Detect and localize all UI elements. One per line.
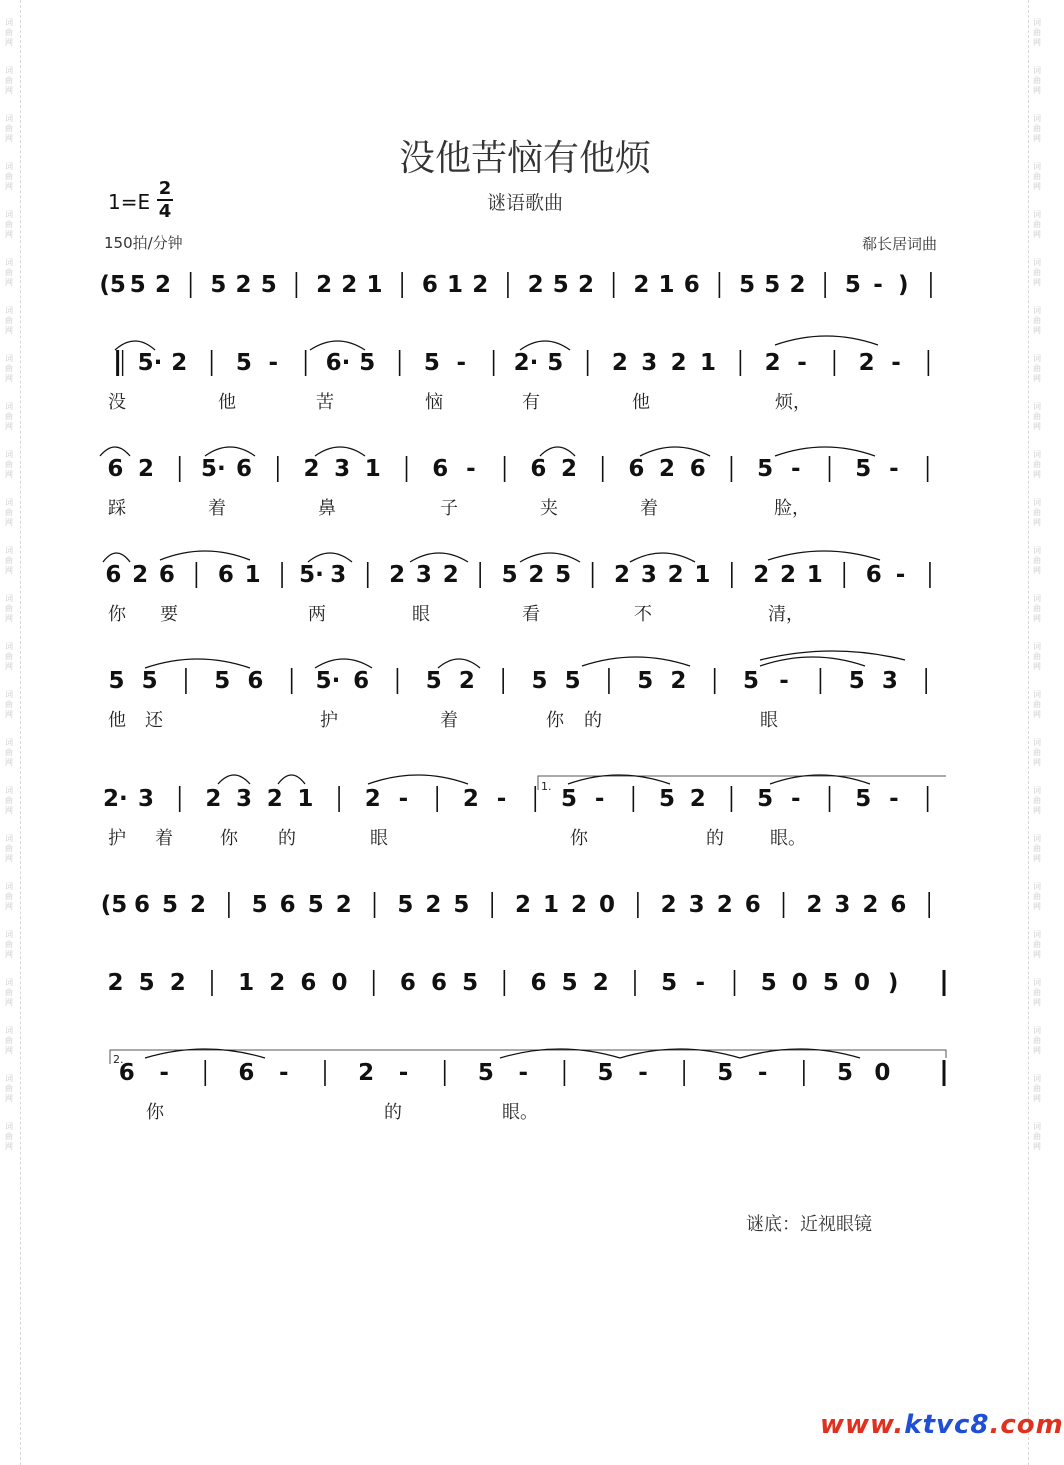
note: 2 (335, 892, 352, 918)
lyric: 两 (308, 604, 326, 625)
note: 6 (238, 1060, 255, 1086)
note: 6 (890, 892, 907, 918)
note: 2 (670, 668, 687, 694)
note: 2 (571, 892, 588, 918)
note: 5 (235, 350, 252, 376)
watermark-part-2: ktvc8 (904, 1410, 990, 1440)
note: 5 (659, 786, 676, 812)
note: 5 (307, 892, 324, 918)
note: 6 (432, 456, 449, 482)
note: 6 (865, 562, 882, 588)
note: 2 (190, 892, 207, 918)
note: 2 (716, 892, 733, 918)
note: 2 (670, 350, 687, 376)
note: 6 (421, 272, 438, 298)
note: 6 (683, 272, 700, 298)
slur-arc (775, 447, 875, 456)
note: 2 (592, 970, 609, 996)
note: 2 (303, 456, 320, 482)
lyric: 护 (320, 710, 338, 731)
note: 6 (689, 456, 706, 482)
lyric: 眼 (412, 604, 430, 625)
note: 6 (530, 456, 547, 482)
note: 1 (543, 892, 560, 918)
note: 5· (299, 562, 324, 588)
note: 1 (238, 970, 255, 996)
note: 3 (137, 786, 154, 812)
note: 5 (397, 892, 414, 918)
note: ) (887, 970, 899, 996)
note: 5 (822, 970, 839, 996)
key-signature: 1=E (108, 190, 151, 214)
lyric: 的 (384, 1102, 402, 1123)
note: 2 (458, 668, 475, 694)
slur-arc (310, 341, 365, 350)
lyric: 子 (440, 498, 458, 519)
note: 5 (547, 350, 564, 376)
note: 5· (315, 668, 341, 694)
note: 5 (138, 970, 155, 996)
lyric: 鼻 (318, 498, 336, 519)
note: 5 (462, 970, 479, 996)
lyric: 脸， (774, 498, 810, 519)
note: - (159, 1060, 169, 1086)
note: 2 (462, 786, 479, 812)
note: - (791, 456, 801, 482)
note: 5· (201, 456, 226, 482)
song-title: 没他苦恼有他烦 (398, 138, 651, 179)
note: 5 (739, 272, 756, 298)
note: 1 (364, 456, 381, 482)
time-signature-top: 2 (158, 178, 172, 199)
note: 5 (552, 272, 569, 298)
slur-arc (315, 659, 372, 668)
note: - (797, 350, 807, 376)
note: 5 (359, 350, 376, 376)
note: 5 (855, 456, 872, 482)
note: 1 (366, 272, 383, 298)
lyric: 你 (546, 710, 564, 731)
note: 5 (848, 668, 865, 694)
slur-arc (640, 447, 710, 456)
note: - (895, 562, 906, 588)
slur-arc (218, 775, 250, 784)
note: 5 (260, 272, 277, 298)
note: ) (897, 272, 909, 298)
note: 0 (854, 970, 871, 996)
lyric: 着 (155, 828, 173, 849)
time-signature-bottom: 4 (158, 201, 172, 222)
note: 2 (132, 562, 149, 588)
note: - (456, 350, 467, 376)
slur-arc (278, 775, 305, 784)
note: 2· (513, 350, 539, 376)
note: 2 (858, 350, 875, 376)
note: 2 (154, 272, 171, 298)
note: 6· (325, 350, 351, 376)
note: 5 (251, 892, 268, 918)
note: 1 (700, 350, 717, 376)
lyric: 苦 (316, 392, 334, 413)
lyric: 的 (584, 710, 602, 731)
note: 2 (425, 892, 442, 918)
note: 3 (881, 668, 898, 694)
note: 2 (364, 786, 381, 812)
slur-arc (308, 553, 352, 562)
note: 6 (158, 562, 175, 588)
note: 3 (415, 562, 432, 588)
note: 5 (597, 1060, 614, 1086)
note: 5 (425, 668, 442, 694)
note: 6 (118, 1060, 135, 1086)
right-side-watermark: 词 曲 网 词 曲 网 词 曲 网 词 曲 网 词 曲 网 词 曲 网 词 曲 网 词 曲 网 词 曲 网 词 曲 网 词 曲 网 词 曲 网 词 曲 网 词 曲 网 词 曲 网 词 曲 网 词 曲 网 词 曲 网 词 曲 网 词 曲 网 词 曲 网 词 曲 网 词 曲 网 词 曲 网 (1033, 18, 1041, 1151)
lyric: 他 (632, 392, 650, 413)
slur-arc (368, 775, 468, 784)
note: 1 (658, 272, 675, 298)
lyric: 恼 (425, 392, 443, 413)
lyric: 他 (108, 710, 126, 731)
note: 3 (834, 892, 851, 918)
note: 5 (637, 668, 654, 694)
lyric: 还 (145, 710, 163, 731)
note: 5 (855, 786, 872, 812)
note: 5 (760, 970, 777, 996)
note: 3 (236, 786, 253, 812)
note: 2 (169, 970, 186, 996)
note: 5 (836, 1060, 853, 1086)
note: - (757, 1060, 768, 1086)
lyric: 看 (522, 604, 540, 625)
note: 5 (757, 456, 774, 482)
slur-arc (582, 657, 690, 666)
slur-arc (760, 657, 865, 666)
lyric: 着 (640, 498, 658, 519)
note: - (279, 1060, 289, 1086)
note: (5 (99, 272, 126, 298)
note: 5 (531, 668, 548, 694)
lyric: 你 (570, 828, 588, 849)
note: 1 (447, 272, 464, 298)
note: 5 (661, 970, 678, 996)
left-side-watermark: 词 曲 网 词 曲 网 词 曲 网 词 曲 网 词 曲 网 词 曲 网 词 曲 网 词 曲 网 词 曲 网 词 曲 网 词 曲 网 词 曲 网 词 曲 网 词 曲 网 词 曲 网 词 曲 网 词 曲 网 词 曲 网 词 曲 网 词 曲 网 词 曲 网 词 曲 网 词 曲 网 词 曲 网 (5, 18, 13, 1151)
note: 2 (235, 272, 252, 298)
note: 5· (137, 350, 163, 376)
note: 2 (611, 350, 628, 376)
slur-arc (160, 551, 250, 560)
note: 2 (266, 786, 283, 812)
note: 6 (300, 970, 317, 996)
tempo-marking: 150拍/分钟 (104, 234, 183, 252)
note: 2 (862, 892, 879, 918)
note: 5 (129, 272, 146, 298)
lyric: 的 (706, 828, 724, 849)
lyric: 要 (160, 604, 178, 625)
lyric: 的 (278, 828, 296, 849)
note: 2 (472, 272, 489, 298)
note: 2 (514, 892, 532, 918)
note: 1 (806, 562, 823, 588)
note: 2 (389, 562, 406, 588)
note: - (398, 1060, 409, 1086)
note: - (695, 970, 706, 996)
note: 2· (102, 786, 128, 812)
note: 6 (399, 970, 416, 996)
note: 6 (217, 562, 234, 588)
volta-2-label: 2. (113, 1053, 124, 1066)
note: 5 (423, 350, 440, 376)
lyric: 着 (208, 498, 226, 519)
note: 1 (694, 562, 711, 588)
note: 2 (341, 272, 358, 298)
note: 1 (244, 562, 261, 588)
note: 6 (628, 456, 645, 482)
lyric: 烦， (775, 392, 811, 413)
slur-arc (520, 553, 580, 562)
note: 6 (353, 668, 370, 694)
note: 1 (297, 786, 314, 812)
note: 5 (453, 892, 470, 918)
slur-arc (438, 659, 480, 668)
lyric: 眼。 (502, 1102, 538, 1123)
slur-arc (205, 447, 255, 456)
note: 2 (528, 562, 545, 588)
note: 5 (743, 668, 760, 694)
song-subtitle: 谜语歌曲 (486, 192, 563, 214)
note: 2 (269, 970, 286, 996)
lyric: 着 (440, 710, 458, 731)
slur-arc (410, 553, 468, 562)
slur-arc (103, 553, 130, 562)
note: 2 (205, 786, 222, 812)
note: 5 (214, 668, 231, 694)
note: - (779, 668, 789, 694)
note: 2 (689, 786, 706, 812)
note: 2 (806, 892, 823, 918)
slur-arc (768, 551, 880, 560)
slur-arc (115, 341, 155, 350)
lyric: 踩 (108, 498, 126, 519)
note: 2 (577, 272, 594, 298)
note: - (791, 786, 801, 812)
note: - (398, 786, 409, 812)
note: - (873, 272, 883, 298)
note: 6 (107, 456, 124, 482)
note: 2 (171, 350, 188, 376)
note: 2 (614, 562, 631, 588)
note: 6 (530, 970, 547, 996)
watermark-part-3: .com (989, 1410, 1064, 1440)
note: 5 (561, 970, 578, 996)
note: - (594, 786, 605, 812)
lyric: 你 (220, 828, 238, 849)
note: 5 (555, 562, 572, 588)
lyric: 他 (218, 392, 236, 413)
note: 3 (330, 562, 347, 588)
watermark-part-1: www. (820, 1410, 905, 1440)
note: 2 (107, 970, 124, 996)
note: - (891, 350, 901, 376)
riddle-answer: 谜底：近视眼镜 (746, 1214, 872, 1235)
composer-credit: 郗长居词曲 (862, 235, 938, 253)
slur-arc (520, 341, 570, 350)
note: 2 (659, 456, 676, 482)
note: - (638, 1060, 648, 1086)
note: 0 (791, 970, 808, 996)
note: 2 (358, 1060, 375, 1086)
note: 6 (236, 456, 253, 482)
note: 6 (744, 892, 761, 918)
note: 0 (331, 970, 348, 996)
note: 2 (789, 272, 806, 298)
note: 5 (564, 668, 581, 694)
note: 5 (717, 1060, 734, 1086)
note: 5 (210, 272, 227, 298)
note: 2 (316, 272, 333, 298)
note: 3 (688, 892, 705, 918)
lyric: 夹 (540, 498, 558, 519)
slur-arc (775, 336, 878, 345)
slur-arc (315, 447, 365, 456)
lyric: 不 (634, 604, 652, 625)
note: - (466, 456, 476, 482)
note: 2 (137, 456, 154, 482)
lyric: 有 (522, 392, 540, 413)
note: - (889, 786, 899, 812)
note: 2 (560, 456, 577, 482)
note: - (518, 1060, 529, 1086)
note: 2 (442, 562, 459, 588)
lyric: 清， (768, 604, 804, 625)
note: 5 (501, 562, 518, 588)
note: 6 (431, 970, 448, 996)
note: (5 (100, 892, 128, 918)
note: 0 (874, 1060, 891, 1086)
note: 2 (633, 272, 650, 298)
note: 5 (844, 272, 861, 298)
note: 5 (477, 1060, 494, 1086)
site-watermark (820, 1410, 1064, 1440)
note: 5 (560, 786, 577, 812)
note: 0 (599, 892, 616, 918)
volta-1-label: 1. (541, 780, 552, 793)
note: 5 (108, 668, 125, 694)
note: 6 (105, 562, 122, 588)
note: 5 (141, 668, 158, 694)
note: 5 (162, 892, 179, 918)
lyric: 眼 (760, 710, 778, 731)
note: 3 (334, 456, 351, 482)
slur-arc (145, 659, 250, 668)
note: - (889, 456, 899, 482)
slur-arc (630, 553, 695, 562)
note: 6 (134, 892, 151, 918)
note: 2 (660, 892, 677, 918)
note: 5 (757, 786, 774, 812)
lyric: 你 (146, 1102, 164, 1123)
note: 2 (667, 562, 684, 588)
slur-arc (540, 447, 575, 456)
note: 2 (764, 350, 781, 376)
lyric: 护 (108, 828, 126, 849)
note: 6 (247, 668, 264, 694)
note: 5 (764, 272, 781, 298)
note: 2 (753, 562, 770, 588)
lyric: 你 (108, 604, 126, 625)
note: 3 (640, 562, 657, 588)
note: 3 (641, 350, 658, 376)
note: 2 (527, 272, 544, 298)
note: 6 (279, 892, 296, 918)
slur-arc (100, 447, 130, 456)
lyric: 眼。 (770, 828, 806, 849)
note: - (268, 350, 279, 376)
lyric: 没 (108, 392, 126, 413)
note: - (496, 786, 507, 812)
note: 2 (780, 562, 797, 588)
lyric: 眼 (370, 828, 388, 849)
